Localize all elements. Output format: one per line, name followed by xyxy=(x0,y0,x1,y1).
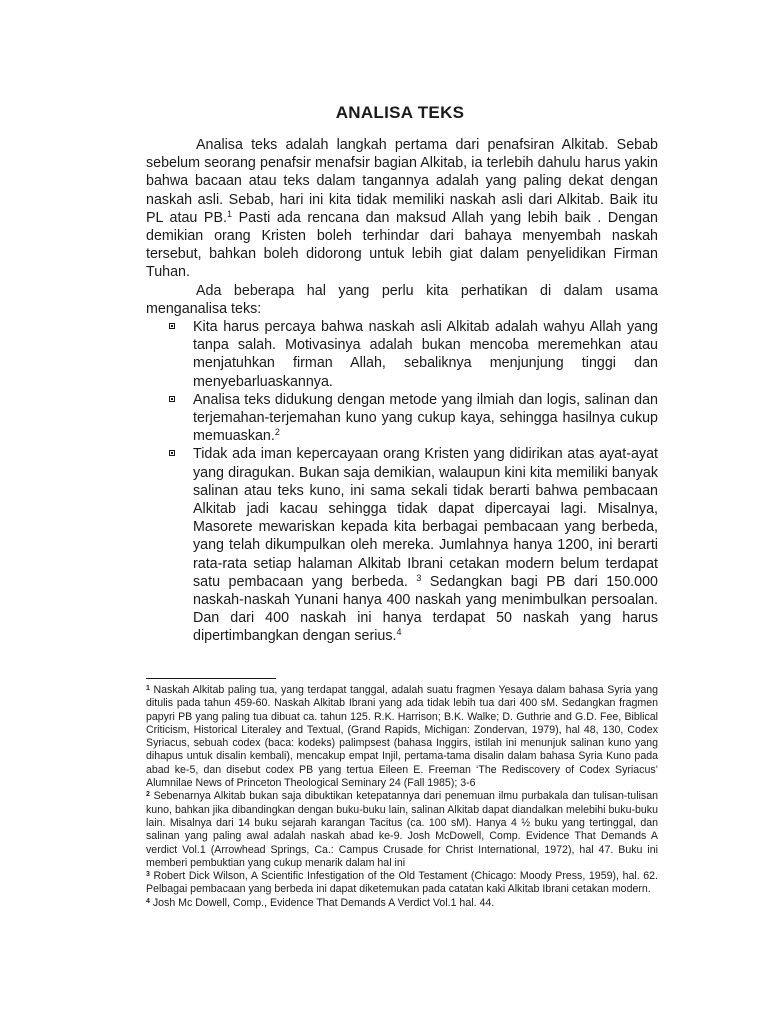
footnote xyxy=(146,684,658,790)
list-item xyxy=(146,445,658,645)
page-title: ANALISA TEKS xyxy=(335,103,465,122)
footnote-text: Naskah Alkitab paling tua, yang terdapat tanggal, adalah suatu fragmen Yesaya dalam bahasa Syria yang ditulis pada tahun 459-60. Naskah Alkitab Ibrani yang ada tidak lebih tua dari 400 sM. Sedangkan fragmen papyri PB yang paling tua dibuat ca. tahun 125. R.K. Harrison; B.K. Walke; D. Guthrie and G.D. Fee, Biblical Criticism, Historical Literaley and Textual, (Grand Rapids, Michigan: Zondervan, 1979), hal 48, 130, Codex Syriacus, sebuah codex (baca: kodeks) palimpsest (bahasa Inggirs, istilah ini menunjuk salinan kuno yang dihapus untuk disalin kembali), mencakup empat Injil, pertama-tama disalin dalam bahasa Syria Kuno pada abad ke-5, dan disebut codex PB yang tertua Eileen E. Freeman ‘The Rediscovery of Codex Syriacus’ Alumnilae News of Princeton Theological Seminary 24 (Fall 1985); 3-6 xyxy=(146,684,658,790)
footnote-text: Josh Mc Dowell, Comp., Evidence That Demands A Verdict Vol.1 hal. 44. xyxy=(149,896,495,909)
lead-paragraph: Ada beberapa hal yang perlu kita perhatikan di dalam usama menganalisa teks: xyxy=(146,282,658,317)
main-text xyxy=(146,136,658,646)
list-item xyxy=(146,318,658,391)
footnote-ref-4: 4 xyxy=(396,627,402,638)
footnote xyxy=(146,870,658,897)
square-bullet-icon xyxy=(169,323,175,329)
footnote-ref-1: 1 xyxy=(226,208,232,219)
footnote-separator xyxy=(146,678,276,679)
intro-paragraph xyxy=(146,136,658,282)
list-item-text: Kita harus percaya bahwa naskah asli Alkitab adalah wahyu Allah yang tanpa salah. Motivasinya adalah bukan mencoba meremehkan atau menjatuhkan firman Allah, sebaliknya menjunjung tinggi dan menyebarluaskannya. xyxy=(193,319,658,390)
footnotes xyxy=(146,684,658,910)
footnote xyxy=(146,897,658,910)
list-item-text: Tidak ada iman kepercayaan orang Kristen yang didirikan atas ayat-ayat yang diragukan. Bukan saja demikian, walaupun kini kita memiliki banyak salinan atau teks kuno, ini sama sekali tidak berarti bahwa pembacaan Alkitab jadi kacau sehingga tidak dapat dipercayai lagi. Misalnya, Masorete mewariskan kepada kita berbagai pembacaan yang berbeda, yang telah dikumpulkan oleh mereka. Jumlahnya hanya 1200, ini berarti rata-rata setiap halaman Alkitab Ibrani cetakan modern belum terdapat satu pembacaan yang berbeda. xyxy=(193,446,658,590)
list-item-text-continued: Sedangkan bagi PB dari 150.000 naskah-naskah Yunani hanya 400 naskah yang menimbulkan persoalan. Dan dari 400 naskah ini hanya terdapat 50 naskah yang harus dipertimbangkan dengan serius. xyxy=(193,573,658,645)
list-item xyxy=(146,391,658,446)
footnote-number: 2 xyxy=(146,791,150,799)
footnote-ref-3: 3 xyxy=(416,572,422,583)
square-bullet-icon xyxy=(169,450,175,456)
footnote-ref-2: 2 xyxy=(274,427,280,438)
square-bullet-icon xyxy=(169,396,175,402)
footnote xyxy=(146,790,658,870)
footnote-text: Sebenarnya Alkitab bukan saja dibuktikan ketepatannya dari penemuan ilmu purbakala dan tulisan-tulisan kuno, bahkan jika dibandingkan dengan buku-buku lain, salinan Alkitab dapat diandalkan melebihi buku-buku lain. Misalnya dari 14 buku sejarah karangan Tacitus (ca. 100 sM). Hanya 4 ½ buku yang tertinggal, dan salinan yang paling awal adalah naskah abad ke-9. Josh McDowell, Comp. Evidence That Demands A verdict Vol.1 (Arrowhead Springs, Ca.: Campus Crusade for Christ International, 1972), hal 47. Buku ini memberi pembuktian yang cukup menarik dalam hal ini xyxy=(146,790,658,869)
bullet-list xyxy=(146,318,658,646)
footnote-text: Robert Dick Wilson, A Scientific Infestigation of the Old Testament (Chicago: Moody Press, 1959), hal. 62. Pelbagai pembacaan yang berbeda ini dapat diketemukan pada catatan kaki Alkitab Ibrani cetakan modern. xyxy=(146,870,658,896)
footnote-number: 1 xyxy=(146,685,150,692)
footnote-number: 3 xyxy=(146,871,150,879)
intro-text-continued: Pasti ada rencana dan maksud Allah yang lebih baik . Dengan demikian orang Kristen boleh terhindar dari bahaya menyembah naskah tersebut, bahkan boleh didorong untuk lebih giat dalam penyelidikan Firman Tuhan. xyxy=(146,209,658,281)
list-item-text: Analisa teks didukung dengan metode yang ilmiah dan logis, salinan dan terjemahan-terjemahan kuno yang cukup kaya, sehingga hasilnya cukup memuaskan. xyxy=(193,391,658,445)
intro-text: Analisa teks adalah langkah pertama dari penafsiran Alkitab. Sebab sebelum seorang penafsir menafsir bagian Alkitab, ia terlebih dahulu harus yakin bahwa bacaan atau teks dalam tangannya adalah yang paling dekat dengan naskah asli. Sebab, hari ini kita tidak memiliki naskah asli dari Alkitab. Baik itu PL atau PB. xyxy=(146,137,658,226)
footnote-number: 4 xyxy=(146,897,150,905)
